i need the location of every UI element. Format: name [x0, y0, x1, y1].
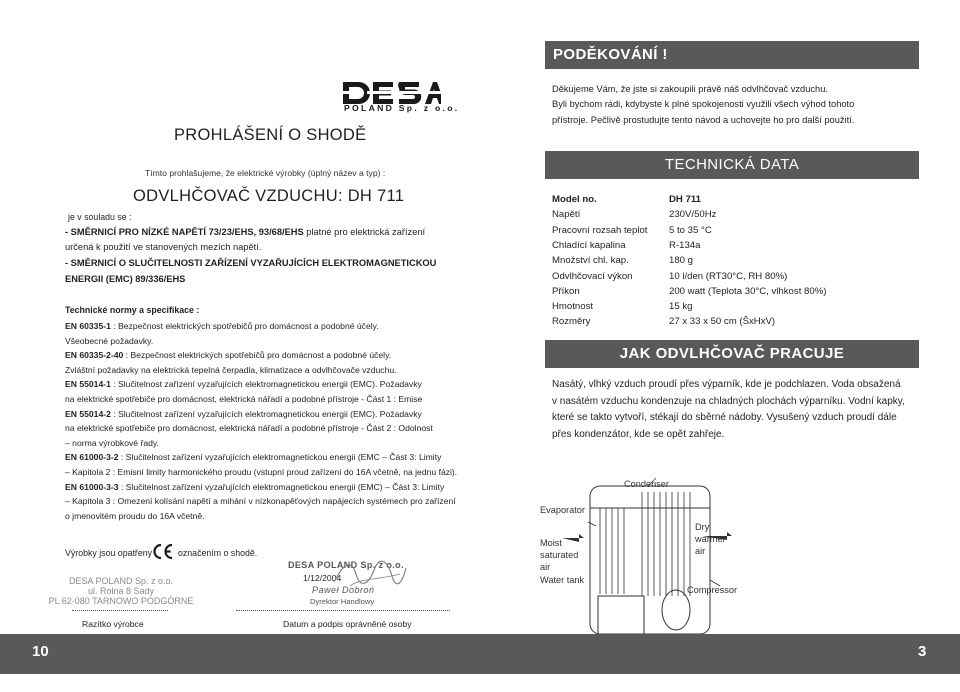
norm-text: : Bezpečnost elektrických spotřebičů pro domácnost a podobné účely. [110, 321, 379, 331]
norm-line [65, 394, 422, 405]
page-number-left: 10 [32, 643, 49, 660]
spec-value: DH 711 [669, 194, 701, 205]
how-line: které se takto vytvoří, stékají do sběrné nádoby. Vysušený vzduch proudí dále [552, 412, 897, 423]
evaporator-coil [600, 508, 624, 594]
left-page [0, 0, 480, 634]
signature-company: DESA POLAND Sp. z o.o. [288, 560, 404, 570]
spec-label: Rozměry [552, 316, 591, 328]
norm-line [65, 379, 422, 390]
label-moist-1: Moist [540, 538, 562, 548]
how-line: přes kondenzátor, kde se opět zahřeje. [552, 428, 725, 440]
norms-heading: Technické normy a specifikace : [65, 305, 200, 315]
arrow-in [562, 534, 584, 542]
spec-value: 10 l/den (RT30°C, RH 80%) [669, 270, 788, 282]
label-dry-3: air [695, 546, 706, 556]
logo-subtitle: POLAND Sp. z o.o. [344, 103, 460, 113]
spec-value: 5 to 35 °C [669, 224, 712, 236]
norm-line [65, 365, 397, 376]
spec-value: 27 x 33 x 50 cm (ŠxHxV) [669, 316, 776, 328]
norm-line [65, 496, 456, 507]
how-line: Nasátý, vlhký vzduch proudí přes výparník, kde je podchlazen. Voda obsažená [552, 379, 901, 390]
footer-bar [0, 634, 960, 674]
spec-label: Chladící kapalina [552, 239, 626, 251]
spec-value: 180 g [669, 255, 694, 267]
directive-lv-title: - SMĚRNICÍ PRO NÍZKÉ NAPĚTÍ 73/23/EHS, 93/68/EHS [65, 227, 304, 237]
directive-lv-line2: určená k použití ve stanovených mezích napětí. [65, 242, 262, 252]
spec-label: Pracovní rozsah teplot [552, 224, 648, 236]
signature-role: Dyrektor Handlowy [310, 597, 375, 606]
norm-text: na elektrické spotřebiče pro domácnost, elektrická nářadí a podobné přístroje - Část 1 : Emise [65, 394, 423, 404]
norm-text: : Slučitelnost zařízení vyzařujících elektromagnetickou energii (EMC). Požadavky [110, 408, 422, 419]
page-number-right: 3 [918, 643, 927, 660]
thanks-line: Děkujeme Vám, že jste si zakoupili právě náš odvlhčovač vzduchu. [552, 84, 828, 94]
norm-text: : Slučitelnost zařízení vyzařujících elektromagnetickou energii (EMC – Část 3: Limity [118, 452, 442, 463]
dehumidifier-diagram [560, 478, 740, 634]
stamp-dotted-line [72, 610, 168, 611]
thanks-text [552, 82, 854, 128]
norm-line [65, 423, 433, 434]
intro-text: Tímto prohlašujeme, že elektrické výrobky (úplný název a typ) : [145, 168, 386, 178]
spec-value: 200 watt (Teplota 30°C, vlhkost 80%) [669, 285, 827, 297]
how-line: v nasátém vzduchu kondenzuje na chladných plochách výparníku. Vodní kapky, [552, 395, 905, 407]
norm-line [65, 511, 205, 522]
label-evaporator: Evaporator [540, 505, 585, 515]
ce-mark-icon [152, 543, 174, 560]
norm-line [65, 409, 422, 420]
norm-line [65, 452, 441, 463]
norm-line [65, 350, 391, 361]
manufacturer-stamp [46, 576, 196, 606]
spec-label: Množství chl. kap. [552, 255, 629, 267]
stamp-label: Razítko výrobce [82, 619, 144, 629]
directive-emc-line1: - SMĚRNICÍ O SLUČITELNOSTI ZAŘÍZENÍ VYZAŘUJÍCÍCH ELEKTROMAGNETICKOU [65, 258, 437, 268]
signature-name: Paweł Dobroń [312, 585, 375, 595]
label-dry-2: warmer [695, 534, 726, 544]
thanks-header: PODĚKOVÁNÍ ! [545, 41, 919, 69]
norm-text: – norma výrobkové řady. [65, 437, 159, 448]
how-it-works-header: JAK ODVLHČOVAČ PRACUJE [545, 340, 919, 368]
thanks-line: Byli bychom rádi, kdybyste k plné spokojenosti využili všech výhod tohoto [552, 99, 855, 110]
spec-label: Příkon [552, 285, 580, 297]
norm-line [65, 321, 379, 332]
norm-text: – Kapitola 2 : Emisní limity harmonického proudu (vstupní proud zařízení do 16A včetně, na jednu fázi). [65, 467, 458, 477]
product-name: ODVLHČOVAČ VZDUCHU: DH 711 [133, 187, 405, 205]
label-condenser: Condenser [624, 479, 669, 489]
ce-text-before: Výrobky jsou opatřeny [65, 548, 153, 558]
document-title: PROHLÁŠENÍ O SHODĚ [174, 126, 367, 144]
norm-code: EN 61000-3-2 [65, 452, 119, 463]
conformity-text: je v souladu se : [68, 212, 132, 222]
norm-code: EN 55014-2 [65, 408, 111, 419]
spec-value: 230V/50Hz [669, 209, 717, 221]
norm-text: : Bezpečnost elektrických spotřebičů pro domácnost a podobné účely. [123, 350, 392, 361]
stamp-street: ul. Rolna 8 Sady [87, 586, 155, 596]
tech-data-header: TECHNICKÁ DATA [545, 151, 919, 179]
ce-text-after: označením o shodě. [178, 548, 258, 558]
norm-text: : Slučitelnost zařízení vyzařujících elektromagnetickou energii (EMC). Požadavky [110, 379, 422, 390]
thanks-line: přístroje. Pečlivě prostudujte tento návod a uchovejte ho pro další použití. [552, 114, 855, 125]
directive-lv [65, 227, 425, 238]
norm-line [65, 336, 153, 347]
norm-text: : Slučitelnost zařízení vyzařujících elektromagnetickou energii (EMC) – Část 3: Limity [118, 481, 445, 492]
directive-lv-rest: platné pro elektrická zařízení [303, 227, 426, 237]
compressor-shape [662, 590, 690, 630]
norm-line [65, 467, 457, 478]
signature-date: 1/12/2004 [303, 573, 342, 583]
spec-label: Model no. [552, 194, 597, 205]
spec-label: Napětí [552, 209, 581, 221]
how-it-works-text [552, 377, 905, 443]
norm-text: na elektrické spotřebiče pro domácnost, elektrická nářadí a podobné přístroje - Část 2 : Odolnost [65, 423, 433, 434]
norm-code: EN 61000-3-3 [65, 481, 119, 492]
water-tank-shape [598, 596, 644, 634]
label-dry-1: Dry [695, 522, 710, 532]
norm-code: EN 55014-1 [65, 379, 111, 390]
spec-value: 15 kg [669, 301, 693, 313]
norm-line [65, 438, 159, 449]
directive-emc-line2: ENERGII (EMC) 89/336/EHS [65, 274, 186, 284]
label-compressor: Compressor [687, 585, 738, 595]
signature-dotted-line [236, 610, 450, 611]
norm-text: Všeobecné požadavky. [65, 335, 154, 346]
norm-code: EN 60335-1 [65, 321, 111, 331]
norm-text: o jmenovitém proudu do 16A včetně. [65, 510, 205, 521]
norm-text: – Kapitola 3 : Omezení kolísání napětí a mihání v nízkonapěťových napájecích systémech pro zařízení [65, 496, 456, 507]
norm-code: EN 60335-2-40 [65, 350, 124, 361]
norm-line [65, 482, 444, 493]
signature-label: Datum a podpis oprávněné osoby [283, 619, 412, 629]
spec-value: R-134a [669, 239, 701, 251]
label-moist-3: air [540, 562, 551, 572]
stamp-city: PL 62-080 TARNOWO PODGÓRNE [48, 596, 194, 606]
norm-text: Zvláštní požadavky na elektrická tepelná čerpadla, klimatizace a odvlhčovače vzduchu. [65, 364, 397, 375]
label-water-tank: Water tank [540, 575, 585, 585]
spec-label: Odvlhčovací výkon [552, 270, 633, 282]
stamp-company: DESA POLAND Sp. z o.o. [68, 576, 174, 586]
label-moist-2: saturated [540, 550, 579, 560]
spec-label: Hmotnost [552, 301, 594, 313]
